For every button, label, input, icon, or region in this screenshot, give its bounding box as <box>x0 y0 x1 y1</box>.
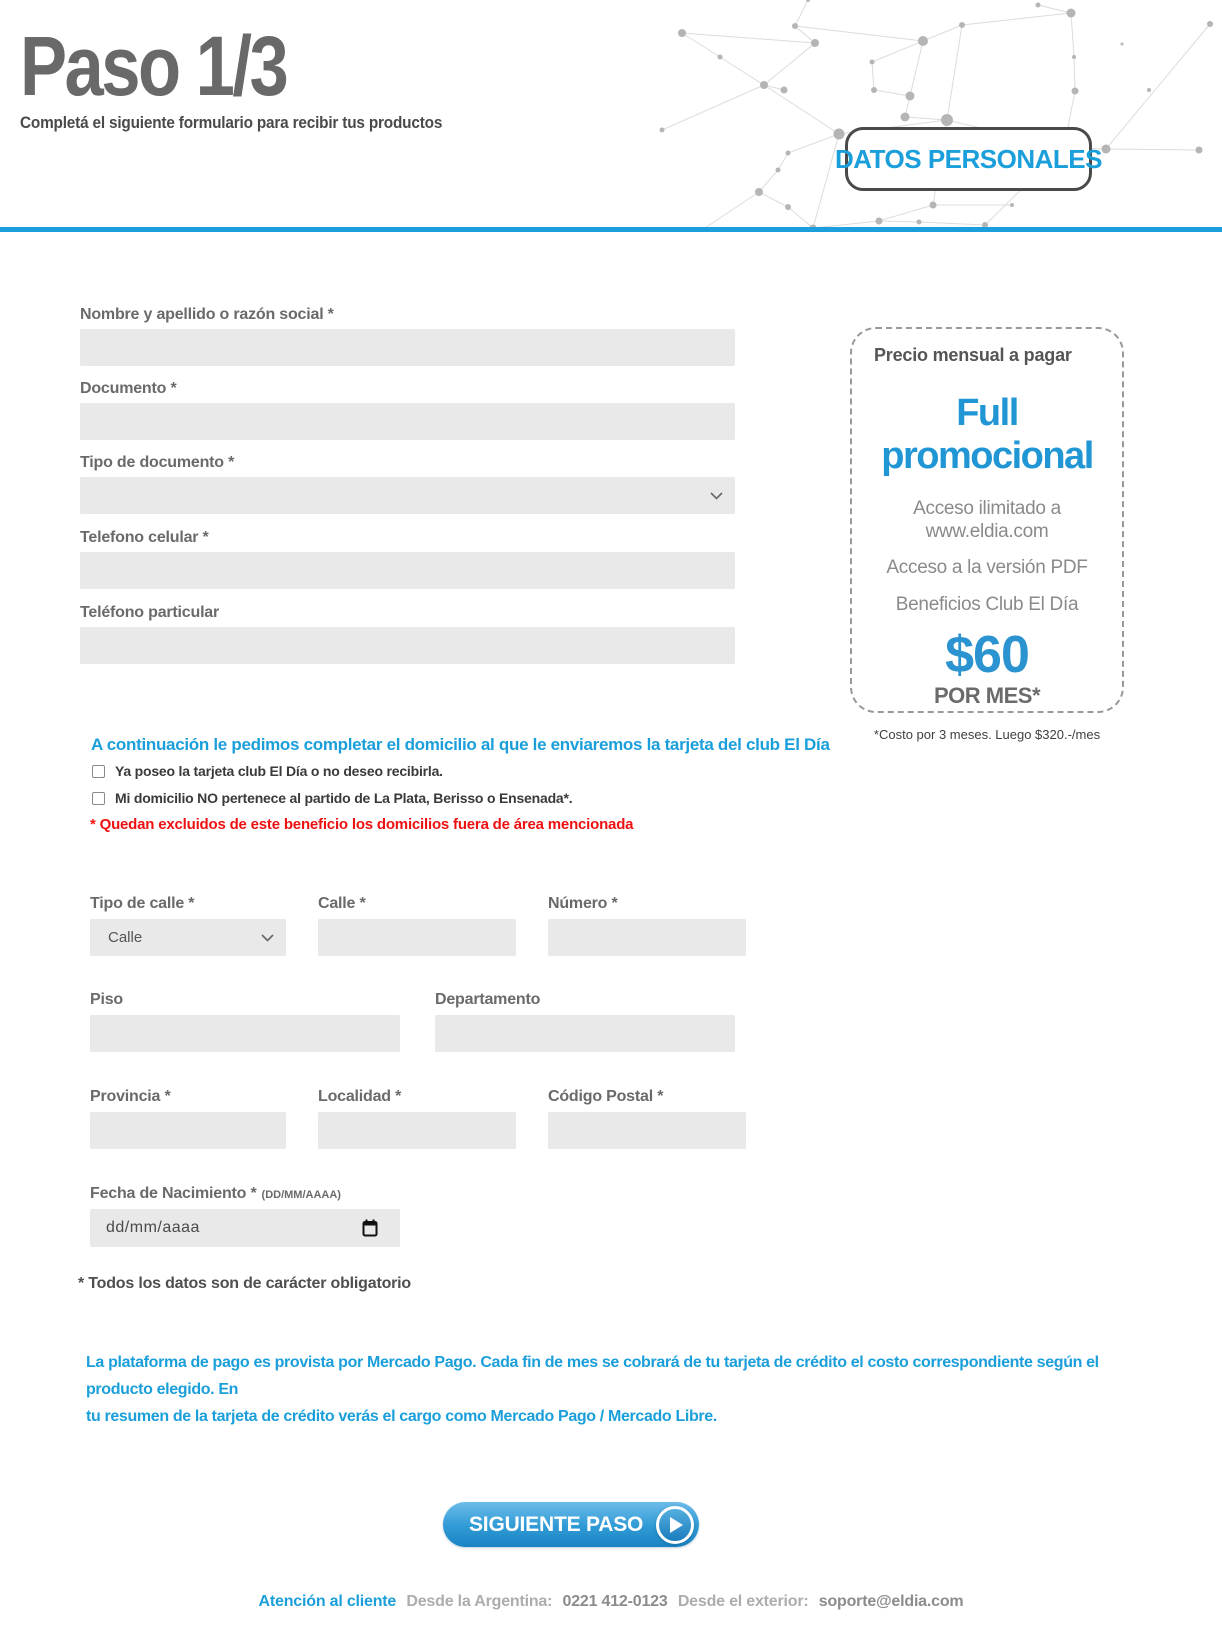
price-footnote: *Costo por 3 meses. Luego $320.-/mes <box>873 727 1101 742</box>
play-icon <box>656 1506 694 1544</box>
provincia-label: Provincia * <box>90 1088 171 1105</box>
numero-input[interactable] <box>548 919 746 956</box>
next-step-button[interactable] <box>443 1502 699 1547</box>
calle-label: Calle * <box>318 895 366 912</box>
nombre-input[interactable] <box>80 329 735 366</box>
documento-input[interactable] <box>80 403 735 440</box>
support-label: Atención al cliente <box>258 1593 397 1610</box>
calendar-icon[interactable] <box>362 1219 378 1237</box>
nombre-label: Nombre y apellido o razón social * <box>80 306 334 323</box>
chevron-down-icon <box>261 934 274 942</box>
fecha-nacimiento-input[interactable] <box>90 1209 400 1247</box>
field-group-departamento <box>435 991 735 1052</box>
localidad-label: Localidad * <box>318 1088 402 1105</box>
price-panel-heading: Precio mensual a pagar <box>874 345 1072 365</box>
fecha-placeholder: dd/mm/aaaa <box>106 1219 200 1236</box>
tipo-calle-value: Calle <box>108 929 143 946</box>
tarjeta-checkbox-label: Ya poseo la tarjeta club El Día o no deseo recibirla. <box>115 763 443 779</box>
field-group-numero <box>548 895 746 956</box>
support-phone: 0221 412-0123 <box>562 1593 668 1610</box>
fecha-format-hint: (DD/MM/AAAA) <box>261 1189 341 1201</box>
page-subtitle: Completá el siguiente formulario para recibir tus productos <box>20 114 443 132</box>
fecha-nacimiento-label: Fecha de Nacimiento * <box>90 1185 257 1202</box>
payment-note-line1: La plataforma de pago es provista por Mercado Pago. Cada fin de mes se cobrará de tu tarjeta de crédito el costo correspondiente según el producto elegido. En <box>86 1354 1099 1399</box>
network-decoration <box>602 0 1222 232</box>
address-row-2 <box>90 991 735 1052</box>
chevron-down-icon <box>710 492 723 500</box>
field-group-codigo-postal <box>548 1088 746 1149</box>
required-note: * Todos los datos son de carácter obligatorio <box>78 1275 411 1292</box>
plan-price-period: POR MES* <box>933 682 1041 708</box>
piso-label: Piso <box>90 991 123 1008</box>
field-group-particular <box>80 604 735 664</box>
tipo-documento-select[interactable] <box>80 477 735 514</box>
particular-label: Teléfono particular <box>80 604 220 621</box>
localidad-input[interactable] <box>318 1112 516 1149</box>
domicilio-checkbox-label: Mi domicilio NO pertenece al partido de La Plata, Berisso o Ensenada*. <box>115 790 573 806</box>
checkbox-row-domicilio <box>92 790 572 806</box>
field-group-nombre <box>80 306 735 366</box>
tipo-calle-label: Tipo de calle * <box>90 895 195 912</box>
support-email: soporte@eldia.com <box>818 1593 964 1610</box>
field-group-localidad <box>318 1088 516 1149</box>
celular-label: Telefono celular * <box>80 529 209 546</box>
footer <box>0 1593 1222 1611</box>
section-badge <box>835 127 1102 191</box>
argentina-label: Desde la Argentina: <box>406 1593 553 1610</box>
address-intro: A continuación le pedimos completar el domicilio al que le enviaremos la tarjeta del club El Día <box>91 735 830 754</box>
plan-feature: Acceso a la versión PDF <box>886 557 1088 579</box>
field-group-fecha-nacimiento <box>90 1185 400 1247</box>
field-group-tipo-documento <box>80 454 735 514</box>
accent-divider <box>0 227 1222 232</box>
departamento-input[interactable] <box>435 1015 735 1052</box>
tipo-documento-label: Tipo de documento * <box>80 454 235 471</box>
payment-note-line2: tu resumen de la tarjeta de crédito verás el cargo como Mercado Pago / Mercado Libre. <box>86 1408 717 1426</box>
price-panel <box>850 327 1124 713</box>
departamento-label: Departamento <box>435 991 541 1008</box>
section-badge-label: DATOS PERSONALES <box>835 143 1102 174</box>
field-group-tipo-calle <box>90 895 286 956</box>
field-group-calle <box>318 895 516 956</box>
exterior-label: Desde el exterior: <box>677 1593 809 1610</box>
address-row-1 <box>90 895 746 956</box>
codigo-postal-input[interactable] <box>548 1112 746 1149</box>
documento-label: Documento * <box>80 380 177 397</box>
tipo-calle-select[interactable] <box>90 919 286 956</box>
plan-name: Full promocional <box>881 392 1093 477</box>
page-title: Paso 1/3 <box>20 19 287 113</box>
provincia-input[interactable] <box>90 1112 286 1149</box>
exclusion-warning: * Quedan excluidos de este beneficio los domicilios fuera de área mencionada <box>90 816 634 833</box>
piso-input[interactable] <box>90 1015 400 1052</box>
calle-input[interactable] <box>318 919 516 956</box>
field-group-piso <box>90 991 400 1052</box>
field-group-documento <box>80 380 735 440</box>
checkbox-row-tarjeta <box>92 763 443 779</box>
codigo-postal-label: Código Postal * <box>548 1088 664 1105</box>
plan-feature: Beneficios Club El Día <box>895 593 1079 615</box>
tarjeta-checkbox[interactable] <box>92 765 105 778</box>
payment-note <box>86 1349 1161 1431</box>
celular-input[interactable] <box>80 552 735 589</box>
plan-feature: Acceso ilimitado a www.eldia.com <box>913 498 1061 543</box>
field-group-provincia <box>90 1088 286 1149</box>
next-step-label: SIGUIENTE PASO <box>469 1512 644 1536</box>
particular-input[interactable] <box>80 627 735 664</box>
domicilio-checkbox[interactable] <box>92 792 105 805</box>
field-group-celular <box>80 529 735 589</box>
numero-label: Número * <box>548 895 618 912</box>
plan-price: $60 <box>945 625 1029 684</box>
address-row-3 <box>90 1088 746 1149</box>
